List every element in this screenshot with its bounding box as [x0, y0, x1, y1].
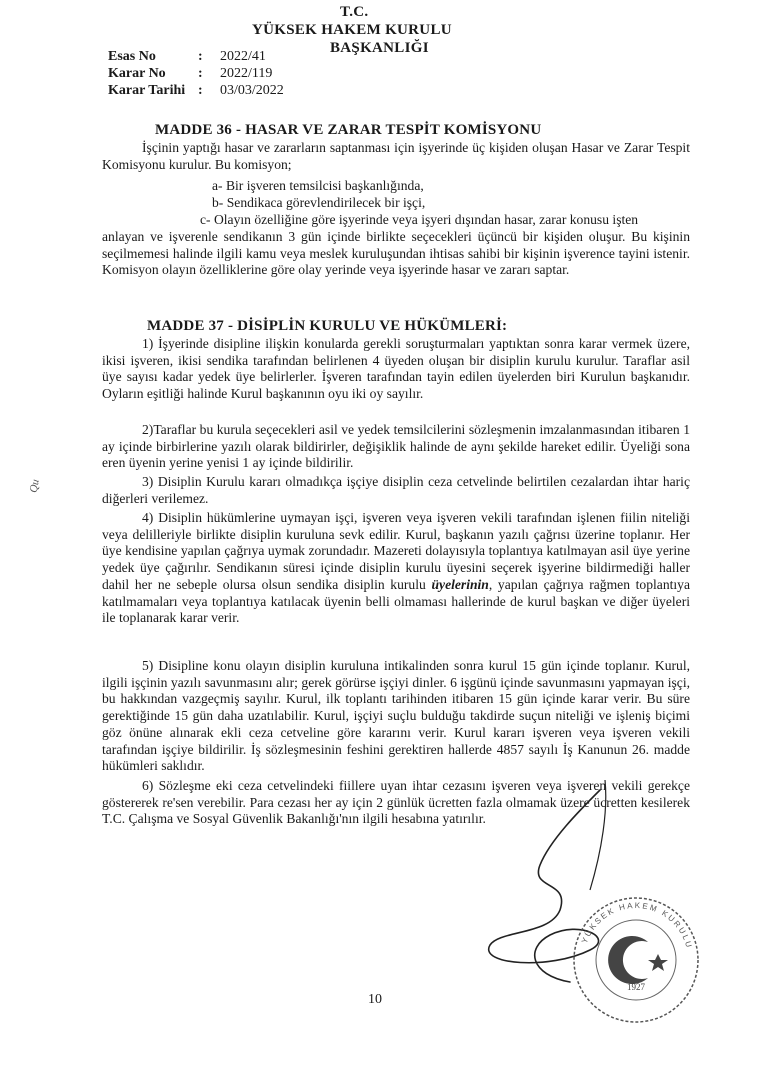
madde37-p3: 3) Disiplin Kurulu kararı olmadıkça işçiye disiplin ceza cetvelinde belirtilen cezalardan ihtar hariç diğerleri verilemez.	[102, 474, 690, 506]
header-tc: T.C.	[340, 4, 369, 20]
madde37-p4-part2: , yapılan çağrıya rağmen toplantıya katılmamaları veya toplantıya katılacak üyenin belli olmaması hallerinde de kurul başkan ve diğer üyeleri ile toplanarak karar verir.	[102, 576, 690, 626]
meta-label: Karar Tarihi	[108, 83, 186, 98]
madde36-intro: İşçinin yaptığı hasar ve zararların saptanması için işyerinde üç kişiden oluşan Hasar ve Zarar Tespit Komisyonu kurulur. Bu komisyon;	[102, 140, 690, 172]
meta-colon: :	[198, 49, 203, 64]
meta-value: 2022/119	[220, 66, 273, 81]
meta-colon: :	[198, 83, 203, 98]
meta-value: 2022/41	[220, 49, 266, 64]
madde36-item-b: b- Sendikaca görevlendirilecek bir işçi,	[212, 195, 426, 210]
meta-row-karar	[108, 65, 284, 82]
header-presidency: BAŞKANLIĞI	[330, 40, 429, 56]
meta-row-esas	[108, 48, 284, 65]
page-number: 10	[368, 992, 382, 1007]
seal-ring-text: YÜKSEK HAKEM KURULU	[579, 900, 694, 951]
meta-label: Esas No	[108, 49, 156, 64]
madde37-p6: 6) Sözleşme eki ceza cetvelindeki fiillere uyan ihtar cezasını işveren veya işveren vekili gerekçe göstererek re'sen verebilir. Para cezası her ay için 2 günlük ücretten fazla olmamak üzere ücretten kesilerek T.C. Çalışma ve Sosyal Güvenlik Bakanlığı'nın ilgili hesabına yatırılır.	[102, 778, 690, 827]
meta-row-date	[108, 82, 284, 99]
meta-value: 03/03/2022	[220, 83, 284, 98]
madde37-p4-part1: 4) Disiplin hükümlerine uymayan işçi, işveren veya işveren vekili tarafından işlenen fiilin niteliği veya delilleriyle birlikte disiplin kuruluna sevk edilir. Kurul, başkanın yazılı çağrısı üzerine toplanır. Her üye kendisine yapılan çağrıya uymak zorundadır. Mazereti dolayısıyla toplantıya katılmayan asil üye yerine yedek üye çağırılır. Sendikanın süresi içinde disiplin kurulu üyesini seçerek işyerine bildirmediği haller dahil her ne sebeple olursa olsun sendika disiplin kurulu	[102, 510, 690, 592]
madde37-p1: 1) İşyerinde disipline ilişkin konularda gerekli soruşturmaları yaptıktan sonra karar vermek üzere, ikisi işveren, ikisi sendika tarafından belirlenen 4 üyeden oluşan bir disiplin kurulu kurulur. Taraflar asil üye sayısı kadar yedek üye belirlerler. İşveren tarafından tayin edilen üyelerden biri Kurulun başkanıdır. Oyların eşitliği halinde Kurul başkanının oyu iki oy sayılır.	[102, 336, 690, 402]
madde36-body: anlayan ve işverenle sendikanın 3 gün içinde birlikte seçecekleri üçüncü bir kişiden oluşur. Bu kişinin seçilmemesi halinde ilgili kamu veya meslek kuruluşundan ihtisas sahibi bir kişinin işverence tayini istenir. Komisyon olayın özelliklerine göre olay yerinde veya işyerinde hasar ve zararı saptar.	[102, 229, 690, 278]
madde36-title: MADDE 36 - HASAR VE ZARAR TESPİT KOMİSYONU	[155, 122, 542, 138]
madde37-p4-emphasis: üyelerinin	[431, 576, 489, 592]
svg-text:YÜKSEK HAKEM KURULU	[580, 901, 694, 950]
meta-label: Karar No	[108, 66, 166, 81]
seal-year: 1927	[627, 982, 645, 992]
madde37-title: MADDE 37 - DİSİPLİN KURULU VE HÜKÜMLERİ:	[147, 318, 508, 334]
case-meta	[108, 48, 284, 99]
madde37-p4	[102, 510, 690, 627]
madde37-p2: 2)Taraflar bu kurula seçecekleri asil ve yedek temsilcilerini sözleşmenin imzalanmasından itibaren 1 ay içinde birbirlerine yazılı olarak bildirirler, değişiklik halinde de aynı şekilde hareket edilir. Üyeliği sona eren üyenin yerine yenisi 1 ay içinde bildirilir.	[102, 422, 690, 471]
madde36-item-a: a- Bir işveren temsilcisi başkanlığında,	[212, 178, 424, 193]
official-seal	[566, 890, 706, 1030]
madde37-p5: 5) Disipline konu olayın disiplin kuruluna intikalinden sonra kurul 15 gün içinde toplanır. Kurul, ilgili işçinin yazılı savunmasını alır; gerek görürse işçiyi dinler. 6 işgünü içinde savunmasını yapmayan işçi, bu hakkından vazgeçmiş sayılır. Kurul, ilk toplantı tarihinden itibaren 15 gün içinde karar verir. Bu süre gerektiğinde 15 gün daha uzatılabilir. Kurul, işçiyi suçlu bulduğu takdirde suçun niteliği ve işleniş biçimi göz önüne alınarak ekli ceza cetveline göre kararını verir. Kurul kararı işveren veya işveren vekili tarafından işçiye bildirilir. İş sözleşmesinin feshini gerektiren hallerde 4857 sayılı İş Kanunun 26. madde hükümleri saklıdır.	[102, 658, 690, 774]
header-institution: YÜKSEK HAKEM KURULU	[252, 22, 452, 38]
madde36-item-c: c- Olayın özelliğine göre işyerinde veya işyeri dışından hasar, zarar konusu işten	[200, 212, 639, 227]
meta-colon: :	[198, 66, 203, 81]
margin-handwritten-note: Qu	[27, 478, 42, 494]
